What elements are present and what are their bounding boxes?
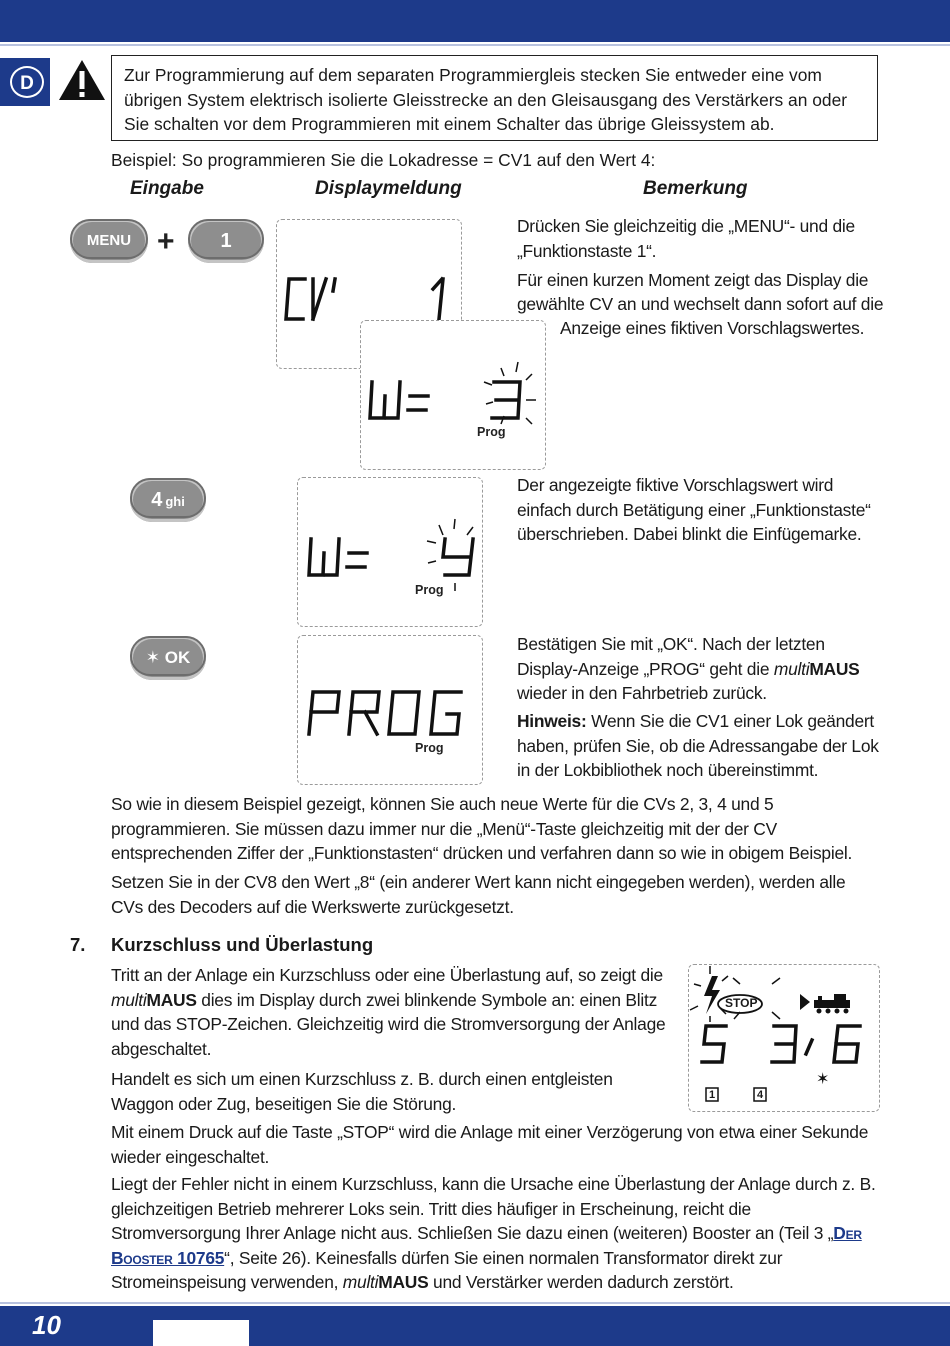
section-title: Kurzschluss und Überlastung (111, 934, 374, 955)
multi-text: multi (342, 1272, 379, 1292)
lcd-cv-segments (283, 275, 453, 323)
footer-box (153, 1320, 249, 1346)
direction-arrow-icon (800, 994, 810, 1010)
lcd-w3-prog-label: Prog (477, 425, 506, 439)
function-key-4-sub: ghi (165, 494, 185, 509)
section7-paragraph-3: Mit einem Druck auf die Taste „STOP“ wird die Anlage mit einer Verzögerung von etwa einer Sekunde wieder eingeschaltet. (111, 1122, 869, 1167)
lcd-prog-label: Prog (415, 741, 444, 755)
remark-4 (517, 709, 883, 783)
remark-3-text: Bestätigen Sie mit „OK“. Nach der letzten Display-Anzeige „PROG“ geht die (517, 634, 825, 679)
remark-1b-line2: gewählte CV an und wechselt dann sofort auf die (517, 294, 884, 314)
ok-key-label: OK (164, 648, 191, 667)
remark-3-text-end: wieder in den Fahrbetrieb zurück. (517, 683, 767, 703)
remark-1b-line1: Für einen kurzen Moment zeigt das Display die (517, 270, 869, 290)
multi-text: multi (773, 658, 810, 679)
language-badge: D (10, 66, 44, 98)
top-rule (0, 44, 950, 46)
star-icon: ✶ (816, 1071, 830, 1088)
plus-sign: + (157, 225, 175, 258)
page-number: 10 (32, 1310, 61, 1340)
bottom-rule (0, 1302, 950, 1304)
function-key-4 (130, 478, 206, 522)
lcd-w4-segments (303, 515, 481, 605)
paragraph-cv8-reset: Setzen Sie in der CV8 den Wert „8“ (ein anderer Wert kann nicht eingegeben werden), werden alle CVs des Decoders auf die Werkswerte zurückgesetzt. (111, 872, 846, 917)
function-key-1-label: 1 (188, 219, 264, 259)
lcd-w4-prog-label: Prog (415, 583, 444, 597)
hint-text: Wenn Sie die CV1 einer Lok geändert haben, prüfen Sie, ob die Adressangabe der Lok in der Lokbibliothek noch übereinstimmt. (517, 711, 879, 780)
s7p4-text-b: “, Seite 26). Keinesfalls dürfen Sie einen normalen Transformator direkt zur Stromeinspeisung verwenden, (111, 1247, 783, 1292)
bottom-bar (0, 1306, 950, 1346)
function-key-4-label: 4 (151, 489, 163, 511)
column-display-heading: Displaymeldung (315, 178, 462, 199)
s7p1-text-b: dies im Display durch zwei blinkende Symbole an: einen Blitz und das STOP-Zeichen. Gleichzeitig wird die Stromversorgung der Anlage abgeschaltet. (111, 989, 666, 1059)
function-indicator-1: 1 (709, 1089, 716, 1101)
remark-3 (517, 632, 883, 706)
paragraph-other-cvs: So wie in diesem Beispiel gezeigt, können Sie auch neue Werte für die CVs 2, 3, 4 und 5 programmieren. Sie müssen dazu immer nur die „Menü“-Taste gleichzeitig mit der der CV entsprechenden Ziffer der „Funktionstasten“ drücken und verfahren dann so wie in obigem Beispiel. (111, 794, 853, 863)
programming-notice: Zur Programmierung auf dem separaten Programmiergleis stecken Sie entweder eine vom übrigen System elektrisch isolierte Gleisstrecke an den Gleisausgang des Verstärkers an oder Sie schalten vor dem Programmieren mit einem Schalter das übrige Gleissystem ab. (111, 55, 878, 141)
remark-1b-line3: Anzeige eines fiktiven Vorschlagswertes. (560, 318, 865, 338)
s7p4-text-a: Liegt der Fehler nicht in einem Kurzschluss, kann die Ursache eine Überlastung der Anlage durch z. B. gleichzeitigen Betrieb mehrerer Loks sein. Tritt dies häufiger in Erscheinung, reicht die Stromversorgung Ihrer Anlage nicht aus. Schließen Sie dazu einen (weiteren) Booster an (Teil 3 „ (111, 1174, 876, 1243)
stop-label: STOP (725, 996, 758, 1010)
menu-key-label: MENU (70, 219, 148, 259)
section-number: 7. (70, 934, 86, 955)
ok-key (130, 636, 206, 680)
maus-text: MAUS (378, 1272, 429, 1292)
menu-key (70, 219, 148, 263)
lcd-prog-segments (303, 686, 481, 740)
hint-label: Hinweis: (517, 711, 587, 731)
example-intro: Beispiel: So programmieren Sie die Lokadresse = CV1 auf den Wert 4: (111, 150, 656, 170)
s7p1-text-a: Tritt an der Anlage ein Kurzschluss oder eine Überlastung auf, so zeigt die (111, 965, 663, 985)
booster-link[interactable]: Der Booster 10765 (111, 1223, 862, 1268)
multi-text: multi (111, 989, 147, 1010)
maus-text: MAUS (146, 989, 197, 1010)
warning-icon (57, 58, 107, 102)
lightning-icon (704, 976, 720, 1014)
remark-1a: Drücken Sie gleichzeitig die „MENU“- und die „Funktionstaste 1“. (517, 216, 855, 261)
star-icon: ✶ (145, 648, 160, 667)
maus-text: MAUS (809, 658, 860, 679)
lcd-w3-segments (366, 352, 544, 444)
function-key-1 (188, 219, 264, 263)
top-bar (0, 0, 950, 42)
section7-paragraph-4 (111, 1172, 881, 1295)
column-input-heading: Eingabe (130, 178, 204, 199)
function-indicator-4: 4 (757, 1089, 764, 1101)
column-remark-heading: Bemerkung (643, 178, 748, 199)
section7-paragraph-2: Handelt es sich um einen Kurzschluss z. B. durch einen entgleisten Waggon oder Zug, beseitigen Sie die Störung. (111, 1069, 613, 1114)
lcd-short-circuit-graphics (688, 964, 880, 1112)
remark-2: Der angezeigte fiktive Vorschlagswert wird einfach durch Betätigung einer „Funktionstaste“ überschrieben. Dabei blinkt die Einfügemarke. (517, 475, 871, 544)
locomotive-icon (814, 994, 850, 1014)
section7-paragraph-1 (111, 963, 667, 1061)
s7p4-text-c: und Verstärker werden dadurch zerstört. (428, 1272, 734, 1292)
